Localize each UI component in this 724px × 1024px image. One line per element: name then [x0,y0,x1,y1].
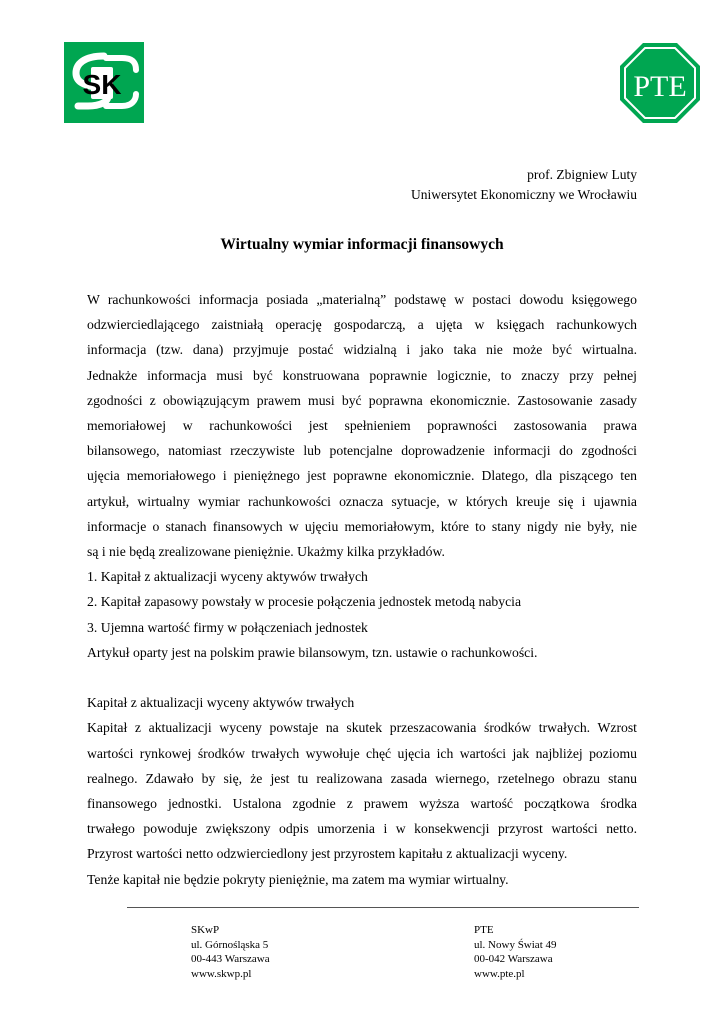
text-line: finansowego jednostki. Ustalona zgodnie z prawem wyższa wartość początkowa środka [87,796,637,812]
text-line: są i nie będą zrealizowane pieniężnie. Ukażmy kilka przykładów. [87,544,445,560]
text-line: W rachunkowości informacja posiada „materialną” podstawę w postaci dowodu księgowego [87,292,637,307]
author-affiliation: Uniwersytet Ekonomiczny we Wrocławiu [410,187,637,202]
footer-street: ul. Górnośląska 5 [191,938,269,951]
document-title: Wirtualny wymiar informacji finansowych [220,236,504,253]
author-block [411,165,637,205]
author-name: prof. Zbigniew Luty [527,167,637,182]
legal-note: Artykuł oparty jest na polskim prawie bilansowym, tzn. ustawie o rachunkowości. [87,644,538,660]
text-line: odzwierciedlającego zaistniałą operację gospodarczą, a ujęta w księgach rachunkowych [87,317,637,333]
examples-list [87,564,637,640]
text-line: memoriałowej w rachunkowości jest spełnieniem poprawności zastosowania prawa [87,418,637,434]
list-item: 1. Kapitał z aktualizacji wyceny aktywów trwałych [87,569,368,585]
text-line: ujęcia memoriałowego i pieniężnego jest poprawne ekonomicznie. Dlatego, dla piszącego ten [87,468,637,484]
text-line: informacje o stanach finansowych w ujęciu memoriałowym, które to stany nigdy nie były, nie [87,518,637,534]
text-line: trwałego powoduje zwiększony odpis umorzenia i w konsekwencji przyrost wartości netto. [87,821,637,837]
closing-sentence: Tenże kapitał nie będzie pokryty pieniężnie, ma zatem ma wymiar wirtualny. [87,871,509,887]
list-item: 3. Ujemna wartość firmy w połączeniach jednostek [87,619,368,635]
text-line: wartości rynkowej środków trwałych wywołuje chęć ujęcia ich wartości jak najbliżej poziomu [87,745,637,761]
list-item: 2. Kapitał zapasowy powstały w procesie połączenia jednostek metodą nabycia [87,594,522,610]
text-line: Przyrost wartości netto odzwierciedlony jest przyrostem kapitału z aktualizacji wyceny. [87,846,568,862]
text-line: informacja (tzw. dana) przyjmuje postać widzialną i jako taka nie może być wirtualna. [87,342,637,358]
paragraph-intro [87,287,637,564]
skwp-logo-letters: SK [82,69,122,100]
text-line: zgodności z obowiązującym prawem musi być poprawna ekonomicznie. Zastosowanie zasady [87,392,637,408]
text-line: artykuł, wirtualny wymiar rachunkowości oznacza sytuacje, w których kreuje się i ujawnia [87,493,637,509]
text-line: realnego. Zdawało by się, że jest tu realizowana zasada wiernego, rzetelnego obrazu stanu [87,770,637,786]
paragraph-section [87,715,637,866]
pte-logo-letters: PTE [633,70,687,103]
footer-website[interactable]: www.skwp.pl [191,967,252,980]
text-line: Kapitał z aktualizacji wyceny powstaje na skutek przeszacowania środków trwałych. Wzrost [87,720,637,736]
footer-street: ul. Nowy Świat 49 [474,938,557,951]
section-heading: Kapitał z aktualizacji wyceny aktywów trwałych [87,695,355,711]
footer-org: SKwP [191,924,220,936]
footer-pte-address [474,923,557,981]
document-body [87,287,637,892]
footer-org: PTE [474,924,494,936]
text-line: Jednakże informacja musi być konstruowana poprawnie logicznie, to znaczy przy pełnej [87,367,637,383]
pte-logo [619,42,701,124]
footer-divider [127,907,639,908]
skwp-logo [64,42,144,123]
footer-skwp-address [191,923,270,981]
footer-city: 00-443 Warszawa [191,953,270,966]
footer-city: 00-042 Warszawa [474,953,553,966]
footer-website[interactable]: www.pte.pl [474,967,525,980]
text-line: bilansowego, natomiast rzeczywiste lub potencjalne doprowadzenie informacji do zgodności [87,443,637,459]
